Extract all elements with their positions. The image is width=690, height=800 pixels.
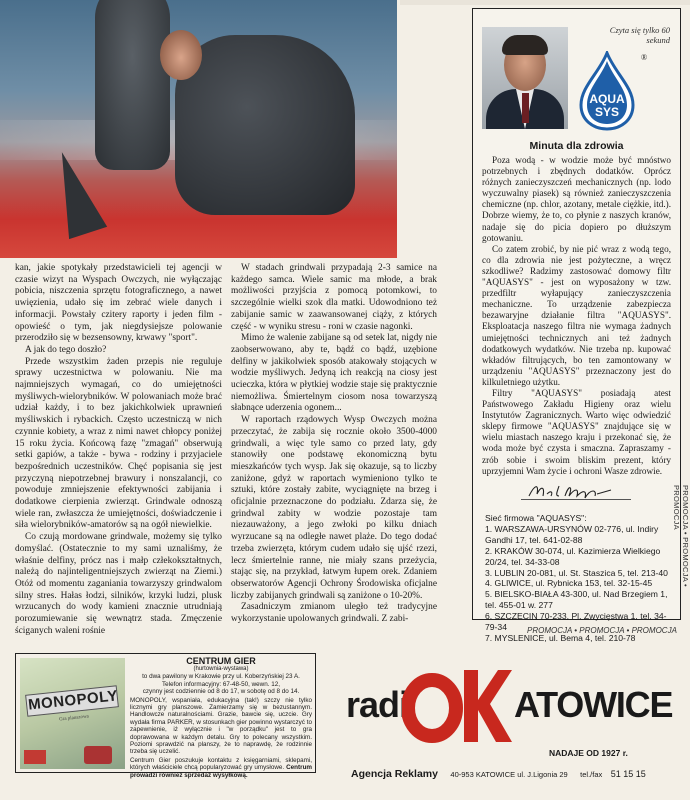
games-ad-bold-end: Centrum prowadzi również sprzedaż wysyłkową. bbox=[130, 764, 313, 779]
games-ad-line: Telefon informacyjny: 67-48-50, wewn. 12, bbox=[162, 680, 280, 688]
article-paragraph: kan, jakie spotykały przedstawicieli tej agencji w czasie wizyt na Wyspach Owczych, nie wyłączając pobicia, niszczenia sprzętu fotograficznego, a nawet uwięzienia, udało się im zebrać wiele danych i informacji. Powstały czitery raporty i jeden film - opowieść o tym, jak niegdysiejsze polowanie przerodziło się w bezsensowny, krwawy "sport". bbox=[15, 263, 222, 344]
promo-vertical: PROMOCJA • PROMOCJA • PROMOCJA bbox=[672, 485, 690, 587]
article-paragraph: W stadach grindwali przypadają 2-3 samice na każdego samca. Wiele samic ma młode, a brak możliwości przyjścia z pomocą potomkowi, to szczególnie wielki szok dla matki. Udowodniono też zabijanie samic w zaawansowanej ciąży, z których część - w wyniku stresu - roni w czasie nagonki. bbox=[231, 263, 437, 332]
monopoly-subtitle: Gra planszowa bbox=[58, 714, 90, 723]
aquasys-paragraph: Filtry "AQUASYS" posiadają atest Państwowego Zakładu Higieny oraz wielu Instytutów Zagranicznych. Warto więc odwiedzić sklepy firmowe "AQUASYS" znajdujące się w wielu miastach naszego kraju i przekonać się, że woda może być czysta i smaczna. Zapraszamy - zrób sobie i swoim bliskim prezent, który uprzyjemni Wam życie i ochroni Wasze zdrowie. bbox=[482, 387, 671, 476]
article-paragraph: Zasadniczym zmianom uległo też tradycyjne wykorzystanie upolowanych grindwali. Z zabi- bbox=[231, 602, 437, 625]
aquasys-address-list bbox=[485, 513, 675, 644]
aquasys-logo bbox=[575, 51, 639, 131]
monopoly-box-image bbox=[20, 658, 125, 769]
games-ad-body2: Centrum Gier poszukuje kontaktu z księgarniami, sklepami, których właściciele chcą popularyzować gry umysłowe. bbox=[130, 756, 312, 772]
address-item: 7. MYSLENICE, ul. Bema 4, tel. 210-78 bbox=[485, 632, 636, 643]
dolphin-body bbox=[95, 0, 170, 170]
address-item: 6. SZCZECIN 70-233, Pl. Zwycięstwa 1, tel. 34-79-34 bbox=[485, 611, 667, 633]
board-piece bbox=[84, 746, 112, 764]
logo-atowice: ATOWICE bbox=[514, 684, 673, 725]
centrum-gier-ad bbox=[15, 653, 316, 779]
signature-line bbox=[521, 499, 631, 500]
games-ad-title: CENTRUM GIER bbox=[186, 656, 256, 666]
address-item: 5. BIELSKO-BIAŁA 43-300, ul. Nad Brzegiem 1, tel. 455-01 w. 277 bbox=[485, 589, 668, 611]
radio-agency: Agencja Reklamy bbox=[351, 768, 438, 780]
water-drop-icon bbox=[575, 51, 639, 131]
portrait-hair bbox=[502, 35, 548, 55]
radio-katowice-logo bbox=[346, 660, 680, 765]
aquasys-title: Minuta dla zdrowia bbox=[529, 140, 624, 152]
address-item: 2. KRAKÓW 30-074, ul. Kazimierza Wielkiego 20/24, tel. 34-33-08 bbox=[485, 545, 661, 567]
article-paragraph: Mimo że walenie zabijane są od setek lat, nigdy nie zaobserwowano, aby te, bądź co bądź, uzębione delfiny w jakikolwiek sposób atakowały stojących w wodzie myśliwych. Jedyną ich reakcją na ciosy jest ucieczka, która w płytkiej wodzie staje się praktycznie niemożliwa. Śmiertelnym ciosom nosa towarzyszą słabnące uderzenia ogonem... bbox=[231, 333, 437, 414]
radio-tel-label: tel./fax bbox=[580, 770, 603, 779]
games-ad-body-2 bbox=[130, 757, 312, 779]
aquasys-paragraph: Co zatem zrobić, by nie pić wraz z wodą tego, co dla zdrowia nie jest pożyteczne, a wręcz szkodliwe? Radzimy zastosować domowy filtr "AQUASYS" - jest on wyposażony w tzw. przedfiltr wyłapujący zanieczyszczenia mechaniczne. To urządzenie zabezpiecza bezawaryjne działanie filtra "AQUASYS". Eksploatacja naszego filtra nie wymaga żadnych umiejętności technicznych ani też żadnych dodatkowych wydatków. Nie trzeba np. kupować wkładów filtrujących, bo ten zamontowany w urządzeniu "AQUASYS" przeznaczony jest do kilkuletniego użytku. bbox=[482, 243, 671, 387]
aquasys-body bbox=[482, 155, 671, 477]
address-item: 3. LUBLIN 20-081, ul. St. Staszica 5, tel. 213-40 bbox=[485, 567, 668, 578]
radio-since: NADAJE OD 1927 r. bbox=[549, 748, 628, 758]
radio-agency-line bbox=[351, 764, 681, 782]
logo-ok-text: OK bbox=[402, 660, 404, 661]
aquasys-logo-top: AQUA bbox=[589, 92, 625, 106]
address-item: 1. WARSZAWA-URSYNÓW 02-776, ul. Indiry Gandhi 17, tel. 641-02-88 bbox=[485, 523, 659, 545]
top-strip bbox=[400, 0, 690, 5]
article-paragraph: W raportach rządowych Wysp Owczych można przeczytać, że zabija się rocznie około 3500-4000 grindwali, a więc tyle samo co przed laty, gdy stanowiły one podstawę ekonomiczną bytu mieszkańców tych wysp. Jak się okazuje, są to liczby zaniżone, gdyż w raportach wymieniono tylko te sztuki, które zostały zabite, wyciągnięte na brzeg i oficjalnie przeznaczone do podziału. Zdarza się, że grindwal zabity w wodzie pozostaje tam niezauważony, a jego zwłoki po kilku dniach wyrzucane są na odległe nawet plaże. Do tego dodać trzeba zwierzęta, którym cudem udało się ujść rzezi, lecz śmiertelnie ranne, nie miały szans przeżycia, stając się, na przykład, łatwym łupem orek. Zdaniem obserwatorów Agencji Ochrony Środowiska oficjalne liczby zabijanych grindwali są zaniżone o 10-20%. bbox=[231, 415, 437, 601]
monopoly-title: MONOPOLY bbox=[27, 687, 119, 714]
aquasys-paragraph: Poza wodą - w wodzie może być mnóstwo potrzebnych i zbędnych dodatków. Oprócz różnych zanieczyszczeń mechanicznych (np. lodo wyczuwalny piasek) są również zanieczyszczenia chemiczne (np. chlor, azotany, metale ciężkie, itd.). Dobrze wiemy, że to, co płynie z naszych kranów, nadaje się do picia dopiero po dłuższym gotowaniu. bbox=[482, 155, 671, 243]
logo-radi: radi bbox=[346, 684, 409, 725]
article-column-2 bbox=[231, 263, 437, 626]
aquasys-tagline: Czyta się tylko 60 sekund bbox=[609, 25, 670, 45]
article-paragraph: Co czują mordowane grindwale, możemy się tylko domyślać. (Ostatecznie to my sami uznaliśmy, że właśnie delfiny, prócz nas i małp człekokształtnych, należą do najinteligentniejszych zwierząt na Ziemi.) Otóż od momentu zaganiania towarzyszy grindwalom silny stres. Hałas łodzi, silników, krzyki ludzi, plusk wrzucanych do wody kamieni znacznie utrudniają porozumiewanie się wewnątrz stada. Zmęczenie ściganych waleni rośnie bbox=[15, 532, 222, 636]
promo-bottom: PROMOCJA • PROMOCJA • PROMOCJA bbox=[527, 626, 677, 635]
aquasys-logo-bottom: SYS bbox=[594, 105, 620, 119]
ok-logo-icon bbox=[402, 660, 512, 745]
portrait-tie bbox=[522, 93, 529, 123]
games-ad-text bbox=[130, 656, 312, 779]
address-item: 4. GLIWICE, ul. Rybnicka 153, tel. 32-15-45 bbox=[485, 578, 653, 589]
article-paragraph: A jak do tego doszło? bbox=[25, 344, 107, 355]
radio-tel: 51 15 15 bbox=[610, 769, 646, 779]
man-head bbox=[160, 30, 202, 80]
article-paragraph: Przede wszystkim żaden przepis nie reguluje sprawy uczestnictwa w polowaniu. Nie ma najmniejszych wymagań, co do umiejętności myśliwych-wielorybników. W polowaniach może brać udział każdy, i to bez jakichkolwiek uprawnień myśliwskich i rybackich. Często uczestniczą w nich czynnie kobiety, a wraz z nimi nawet chłopcy poniżej 15 roku życia. Końcową fazę "zmagań" obserwują setki gapiów, a także - bywa - rodziny i przyjaciele bezpośrednich uczestników. Chęć popisania się jest przyczyną niepotrzebnej brawury i nonszalancji, co powoduje zmniejszenie efektywności zabijania i dodatkowe cierpienia zwierząt. Grindwale odnoszą wiele ran, zwłaszcza że umiejętności, doświadczenie i siła wielorybników-amatorów są na ogół niewielkie. bbox=[15, 356, 222, 531]
board-piece bbox=[24, 750, 46, 764]
radio-address: 40-953 KATOWICE ul. J.Ligonia 29 bbox=[450, 770, 568, 779]
games-ad-subtitle: (hurtownia-wystawa) bbox=[193, 666, 249, 672]
dolphin-photo bbox=[0, 0, 397, 258]
registered-mark: ® bbox=[641, 53, 648, 62]
games-ad-line: to dwa pawilony w Krakowie przy ul. Koberzyńskiej 23 A. bbox=[142, 673, 300, 681]
kneeling-man bbox=[175, 35, 355, 215]
article-column-1 bbox=[15, 263, 222, 638]
address-head: Sieć firmowa "AQUASYS": bbox=[485, 513, 587, 523]
games-ad-line: czynny jest codziennie od 8 do 17, w sobotę od 8 do 14. bbox=[142, 688, 300, 696]
games-ad-body: MONOPOLY, wspaniała, edukacyjna (tak!) szczy nie tylko licznymi gry planszowe. Zamierzamy się w bezustannym. Handlowcze naturalnościami. Grazie, bawcie się, uczcie. Gry wydała firma PARKER, w stosunkach gier powinno wystarczyć to zapewnienie, iż wyłącznie i "w porządku" jest to gra doprawowana w każdym detalu. Gry to polecany wszystkim. Poziomi sprawdzić na planszy, że to naprawdę, że rodzinnie trzeba się uczelić. bbox=[130, 696, 312, 756]
portrait-photo bbox=[482, 27, 568, 129]
